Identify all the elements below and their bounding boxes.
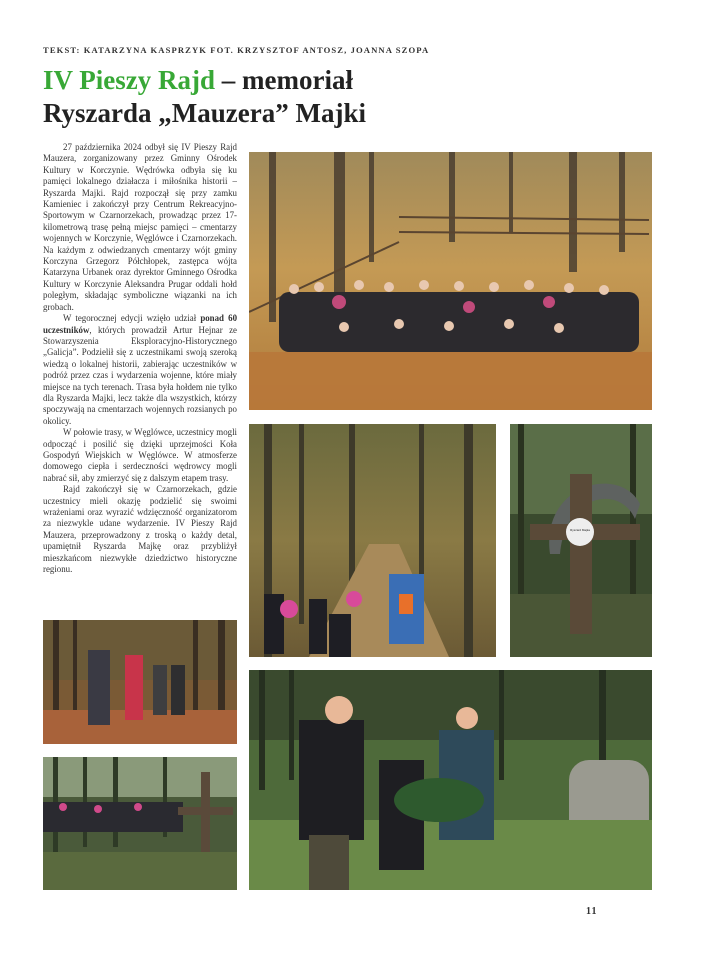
hikers-forest-photo <box>249 424 496 657</box>
article-title <box>43 64 463 130</box>
title-line2: Ryszarda „Mauzera” Majki <box>43 98 366 128</box>
paragraph-1: 27 października 2024 odbył się IV Pieszy Rajd Mauzera, zorganizowany przez Gminny Ośrodek Kultury w Korczynie. Wędrówka odbyła się ku pamięci lokalnego działacza i miłośnika historii – Ryszarda Majki. Rajd rozpoczął się przy zamku Kamieniec i zakończył przy Centrum Rekreacyjno-Sportowym w Czarnorzekach, prowadząc przez 17-kilometrową trasę pełną miejsc pamięci – cmentarzy wojennych w Korczynie, Węglówce i Czarnorzekach. Na każdym z odwiedzanych cmentarzy wójt gminy Korczyna Grzegorz Półchłopek, zastępca wójta Katarzyna Urbanek oraz dyrektor Gminnego Ośrodka Kultury w Korczynie Aleksandra Prugar oddali hołd poległym, składając symboliczne wiązanki na ich grobach. <box>43 142 237 312</box>
cross-photo <box>510 424 652 657</box>
page-number: 11 <box>586 906 598 917</box>
p2-end: , których prowadził Artur Hejnar ze Stowarzyszenia Eksploracyjno-Historycznego „Galicja”. Podzielił się z uczestnikami swoją szeroką wiedzą o lokalnej historii, zabierając uczestników w podróż przez czas i wydarzenia wojenne, które miały miejsce na tych terenach. Trasa była hołdem nie tylko dla Ryszarda Majki, lecz także dla wszystkich, którzy spoczywają na cmentarzach wojennych rozsianych po okolicy. <box>43 324 237 426</box>
small-hikers-photo <box>43 620 237 744</box>
paragraph-4: Rajd zakończył się w Czarnorzekach, gdzie uczestnicy mieli okazję podzielić się swoimi wrażeniami oraz wyrazić wdzięczność organizatorom za niezwykle udane wydarzenie. IV Pieszy Rajd Mauzera, przeprowadzony z troską o każdy detal, upamiętnił Ryszarda Majkę oraz przybliżył mieszkańcom niezwykłe dziedzictwo historyczne regionu. <box>43 484 237 575</box>
article-body <box>43 142 237 575</box>
group-photo <box>249 152 652 410</box>
title-rest: – memoriał <box>215 65 353 95</box>
p2-start: W tegorocznej edycji wzięło udział <box>63 313 201 324</box>
cemetery-photo <box>43 757 237 890</box>
wreath-photo <box>249 670 652 890</box>
paragraph-2 <box>43 313 237 427</box>
paragraph-3: W połowie trasy, w Węglówce, uczestnicy mogli odpocząć i posilić się dzięki uprzejmości Koła Gospodyń Wiejskich w Węglówce. W atmosferze domowego ciepła i serdeczności wędrowcy mogli nabrać sił, aby zmierzyć się z dalszym etapem trasy. <box>43 427 237 483</box>
cross-plaque-text: Ryszard Majka <box>570 528 590 532</box>
article-credits: TEKST: KATARZYNA KASPRZYK FOT. KRZYSZTOF ANTOSZ, JOANNA SZOPA <box>43 45 430 55</box>
title-highlight: IV Pieszy Rajd <box>43 65 215 95</box>
p2-bold: ponad 60 uczestników <box>43 313 238 335</box>
